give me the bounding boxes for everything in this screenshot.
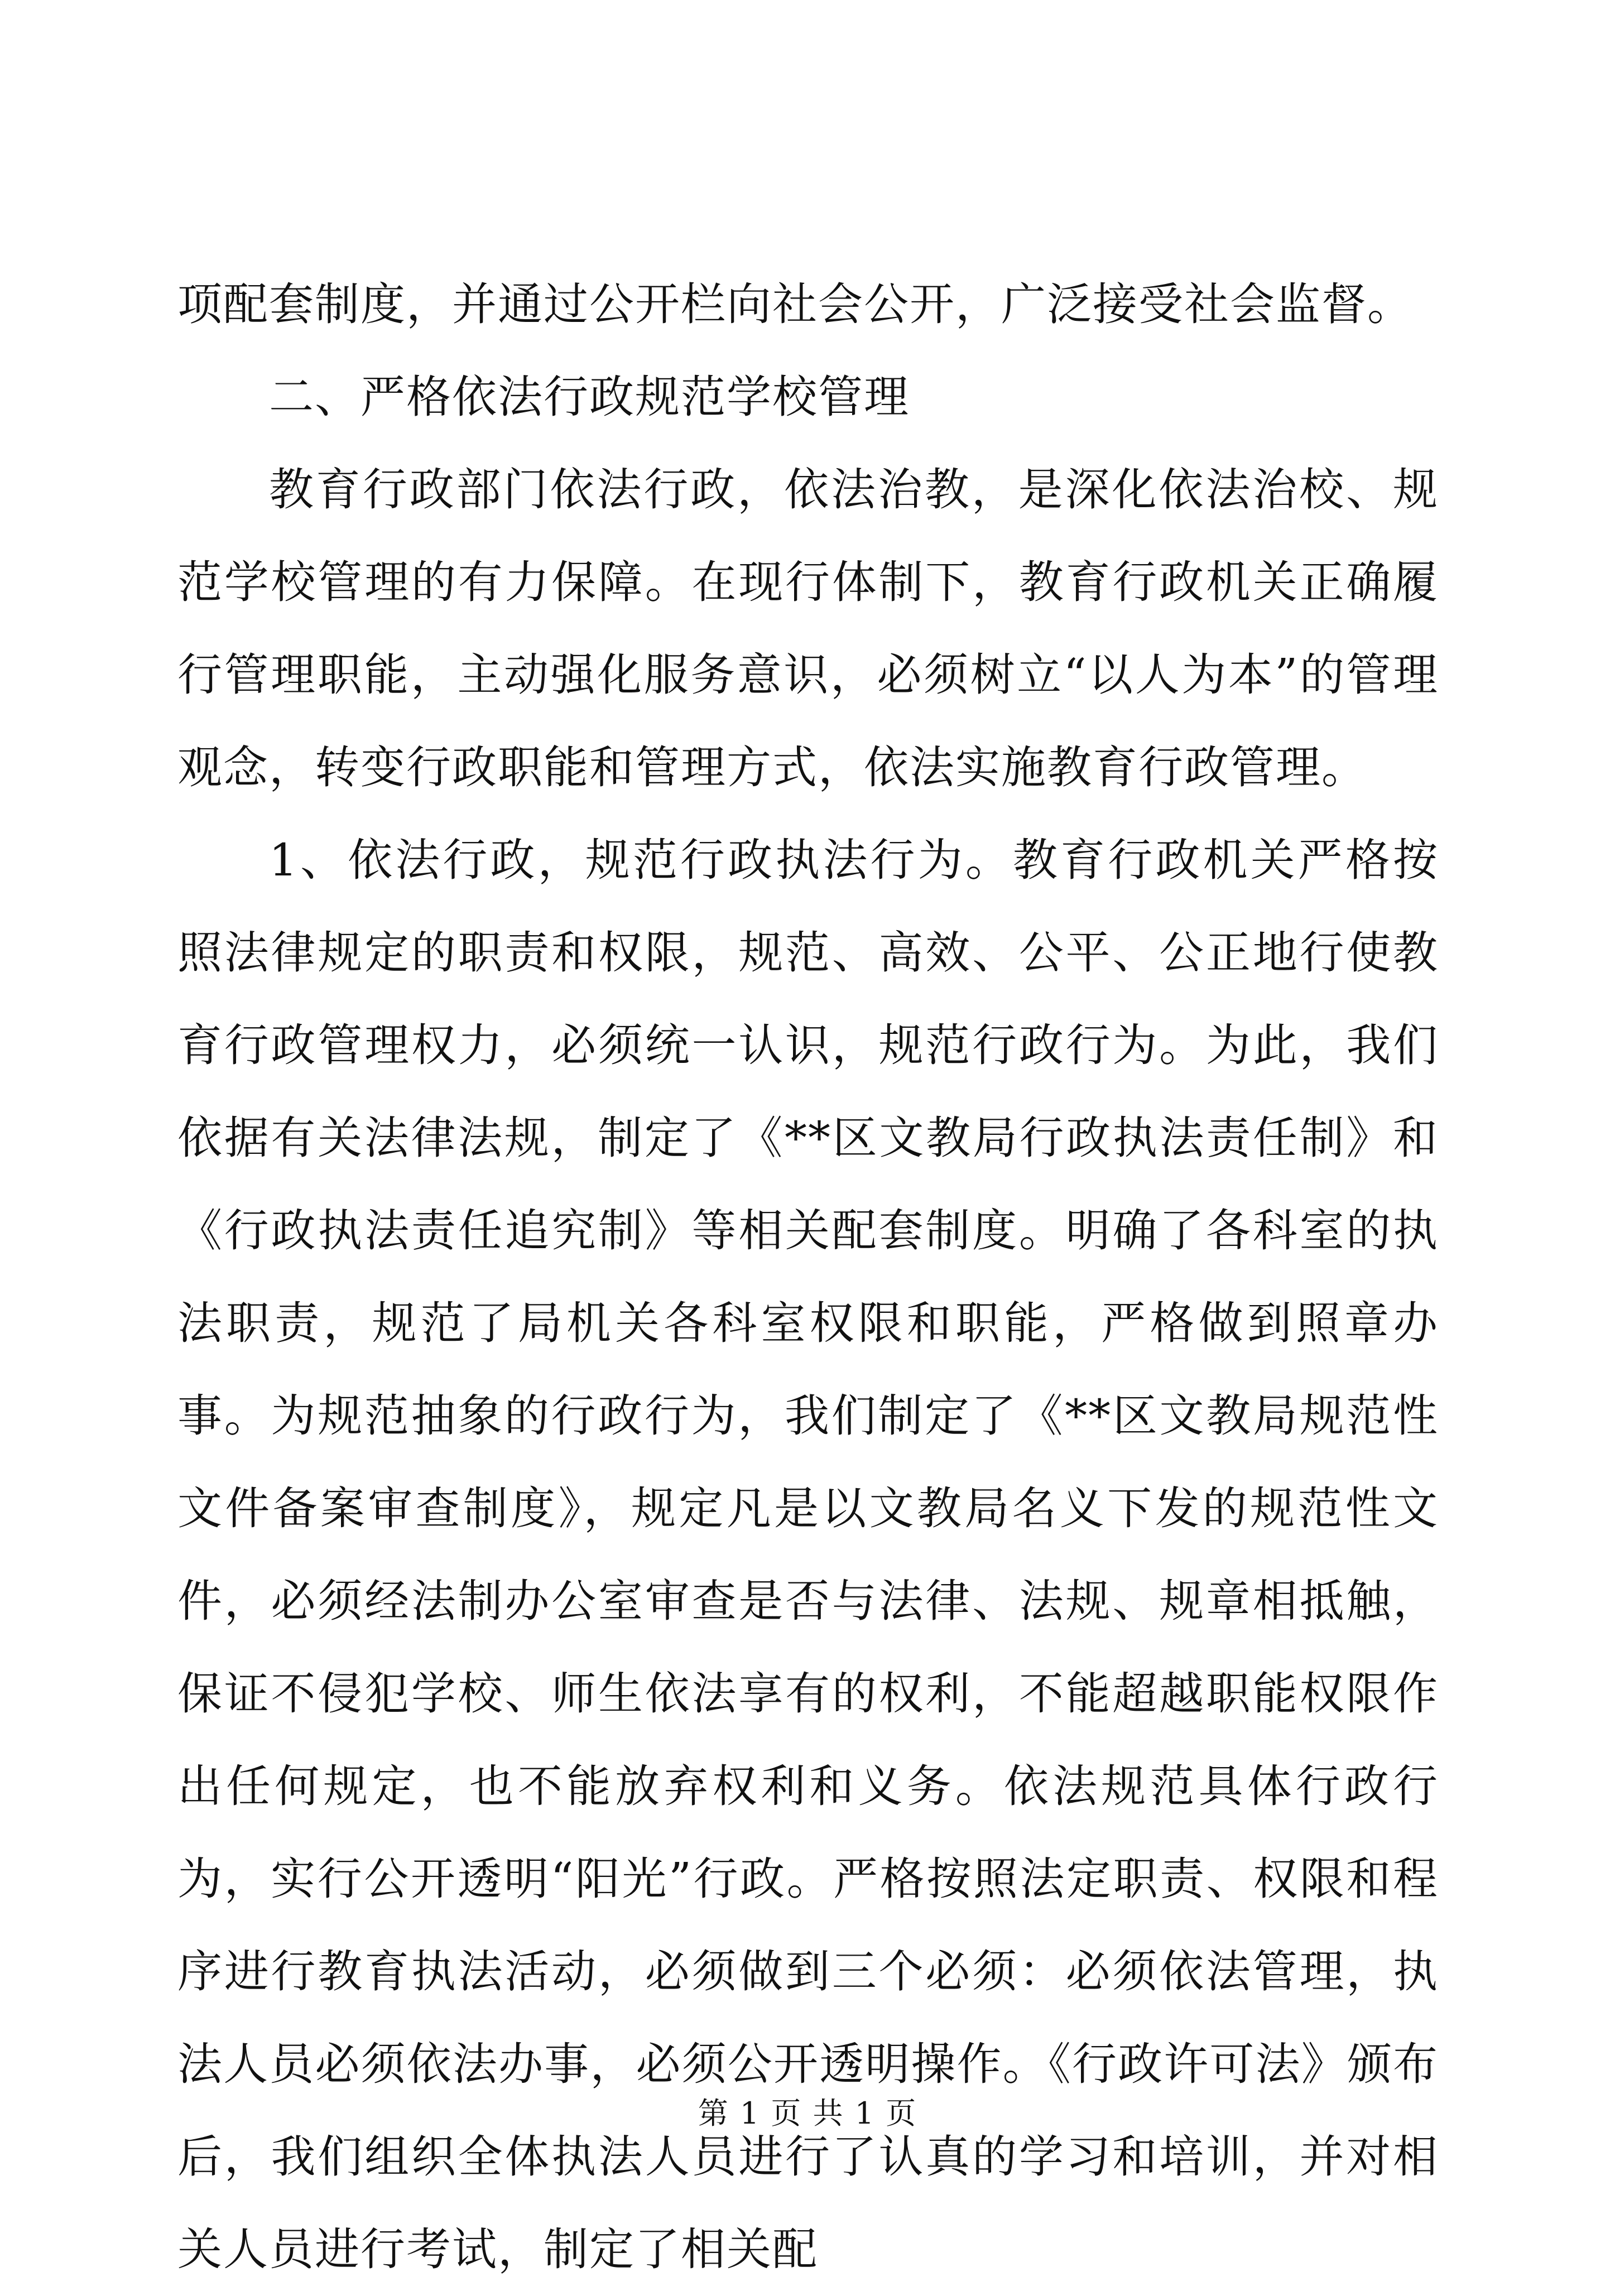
document-body xyxy=(177,258,1439,2296)
paragraph-continuation: 项配套制度，并通过公开栏向社会公开，广泛接受社会监督。 xyxy=(177,278,1413,330)
section-heading: 二、严格依法行政规范学校管理 xyxy=(269,371,910,423)
paragraph-item-1: 1、依法行政，规范行政执法行为。教育行政机关严格按照法律规定的职责和权限，规范、高效、公平、公正地行使教育行政管理权力，必须统一认识，规范行政行为。为此，我们依据有关法律法规，制定了《**区文教局行政执法责任制》和《行政执法责任追究制》等相关配套制度。明确了各科室的执法职责，规范了局机关各科室权限和职能，严格做到照章办事。为规范抽象的行政行为，我们制定了《**区文教局规范性文件备案审查制度》，规定凡是以文教局名义下发的规范性文件，必须经法制办公室审查是否与法律、法规、规章相抵触，保证不侵犯学校、师生依法享有的权利，不能超越职能权限作出任何规定，也不能放弃权利和义务。依法规范具体行政行为，实行公开透明“阳光”行政。严格按照法定职责、权限和程序进行教育执法活动，必须做到三个必须：必须依法管理，执法人员必须依法办事，必须公开透明操作。《行政许可法》颁布后，我们组织全体执法人员进行了认真的学习和培训，并对相关人员进行考试，制定了相关配 xyxy=(177,834,1439,2275)
page-footer: 第 1 页 共 1 页 xyxy=(698,2096,917,2131)
paragraph-intro: 教育行政部门依法行政，依法治教，是深化依法治校、规范学校管理的有力保障。在现行体制下，教育行政机关正确履行管理职能，主动强化服务意识，必须树立“以人为本”的管理观念，转变行政职能和管理方式，依法实施教育行政管理。 xyxy=(177,464,1439,793)
